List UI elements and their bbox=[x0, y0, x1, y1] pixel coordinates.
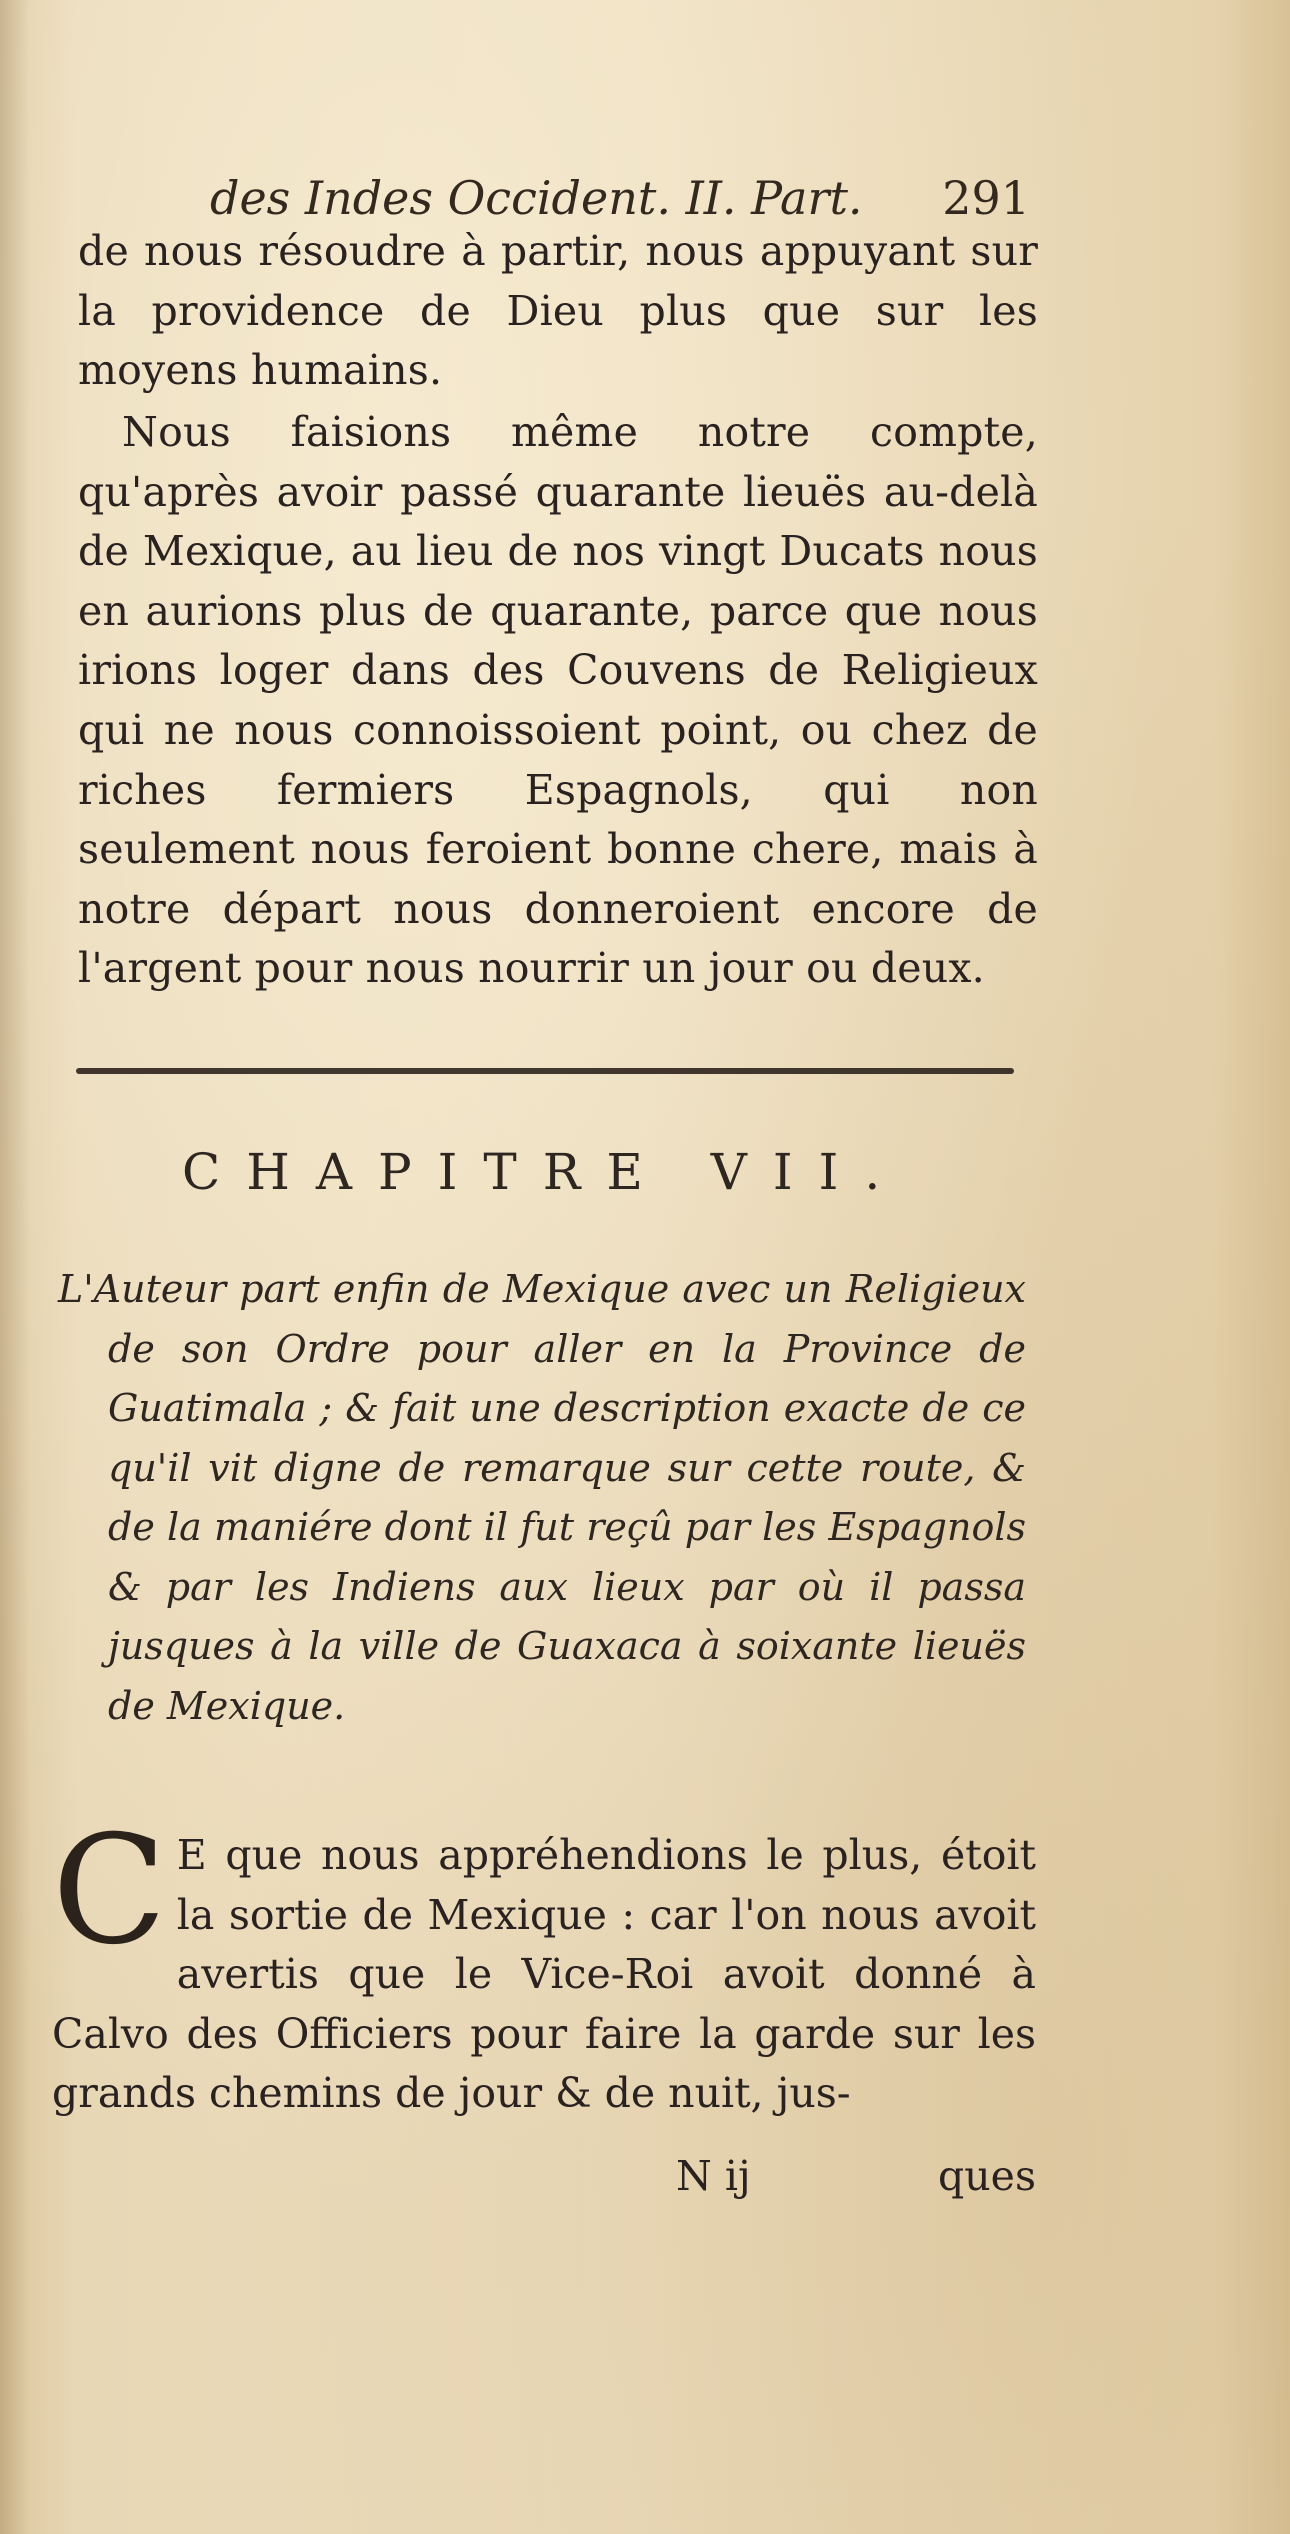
drop-cap: C bbox=[52, 1804, 167, 1978]
gutter-shadow bbox=[0, 0, 30, 2534]
running-head bbox=[210, 168, 1030, 228]
paragraph-continuation: de nous résoudre à partir, nous appuyant sur la providence de Dieu plus que sur les moyens humains. bbox=[78, 227, 1038, 395]
running-head-title: des Indes Occident. II. Part. bbox=[210, 171, 863, 225]
catchword: ques bbox=[938, 2152, 1036, 2200]
page-number: 291 bbox=[942, 171, 1030, 225]
paragraph: Nous faisions même notre compte, qu'après avoir passé quarante lieuës au-delà de Mexique, au lieu de nos vingt Ducats nous en aurions plus de quarante, parce que nous irions loger dans des Couvens de Religieux qui ne nous connoissoient point, ou chez de riches fermiers Espagnols, qui non seulement nous feroient bonne chere, mais à notre départ nous donneroient encore de l'argent pour nous nourrir un jour ou deux. bbox=[78, 408, 1038, 993]
chapter-opening-text: E que nous appréhendions le plus, étoit la sortie de Mexique : car l'on nous avoit avertis que le Vice-Roi avoit donné à Calvo des Officiers pour faire la garde sur les grands chemins de jour & de nuit, jus- bbox=[52, 1831, 1036, 2118]
section-rule bbox=[76, 1068, 1014, 1074]
chapter-summary: L'Auteur part enfin de Mexique avec un Religieux de son Ordre pour aller en la Province de Guatimala ; & fait une description exacte de ce qu'il vit digne de remarque sur cette route, & de la maniére dont il fut reçû par les Espagnols & par les Indiens aux lieux par où il passa jusques à la ville de Guaxaca à soixante lieuës de Mexique. bbox=[58, 1267, 1026, 1728]
signature-mark: N ij bbox=[676, 2152, 751, 2200]
chapter-title: CHAPITRE VII. bbox=[182, 1143, 907, 1201]
chapter-opening bbox=[52, 1804, 1036, 2124]
